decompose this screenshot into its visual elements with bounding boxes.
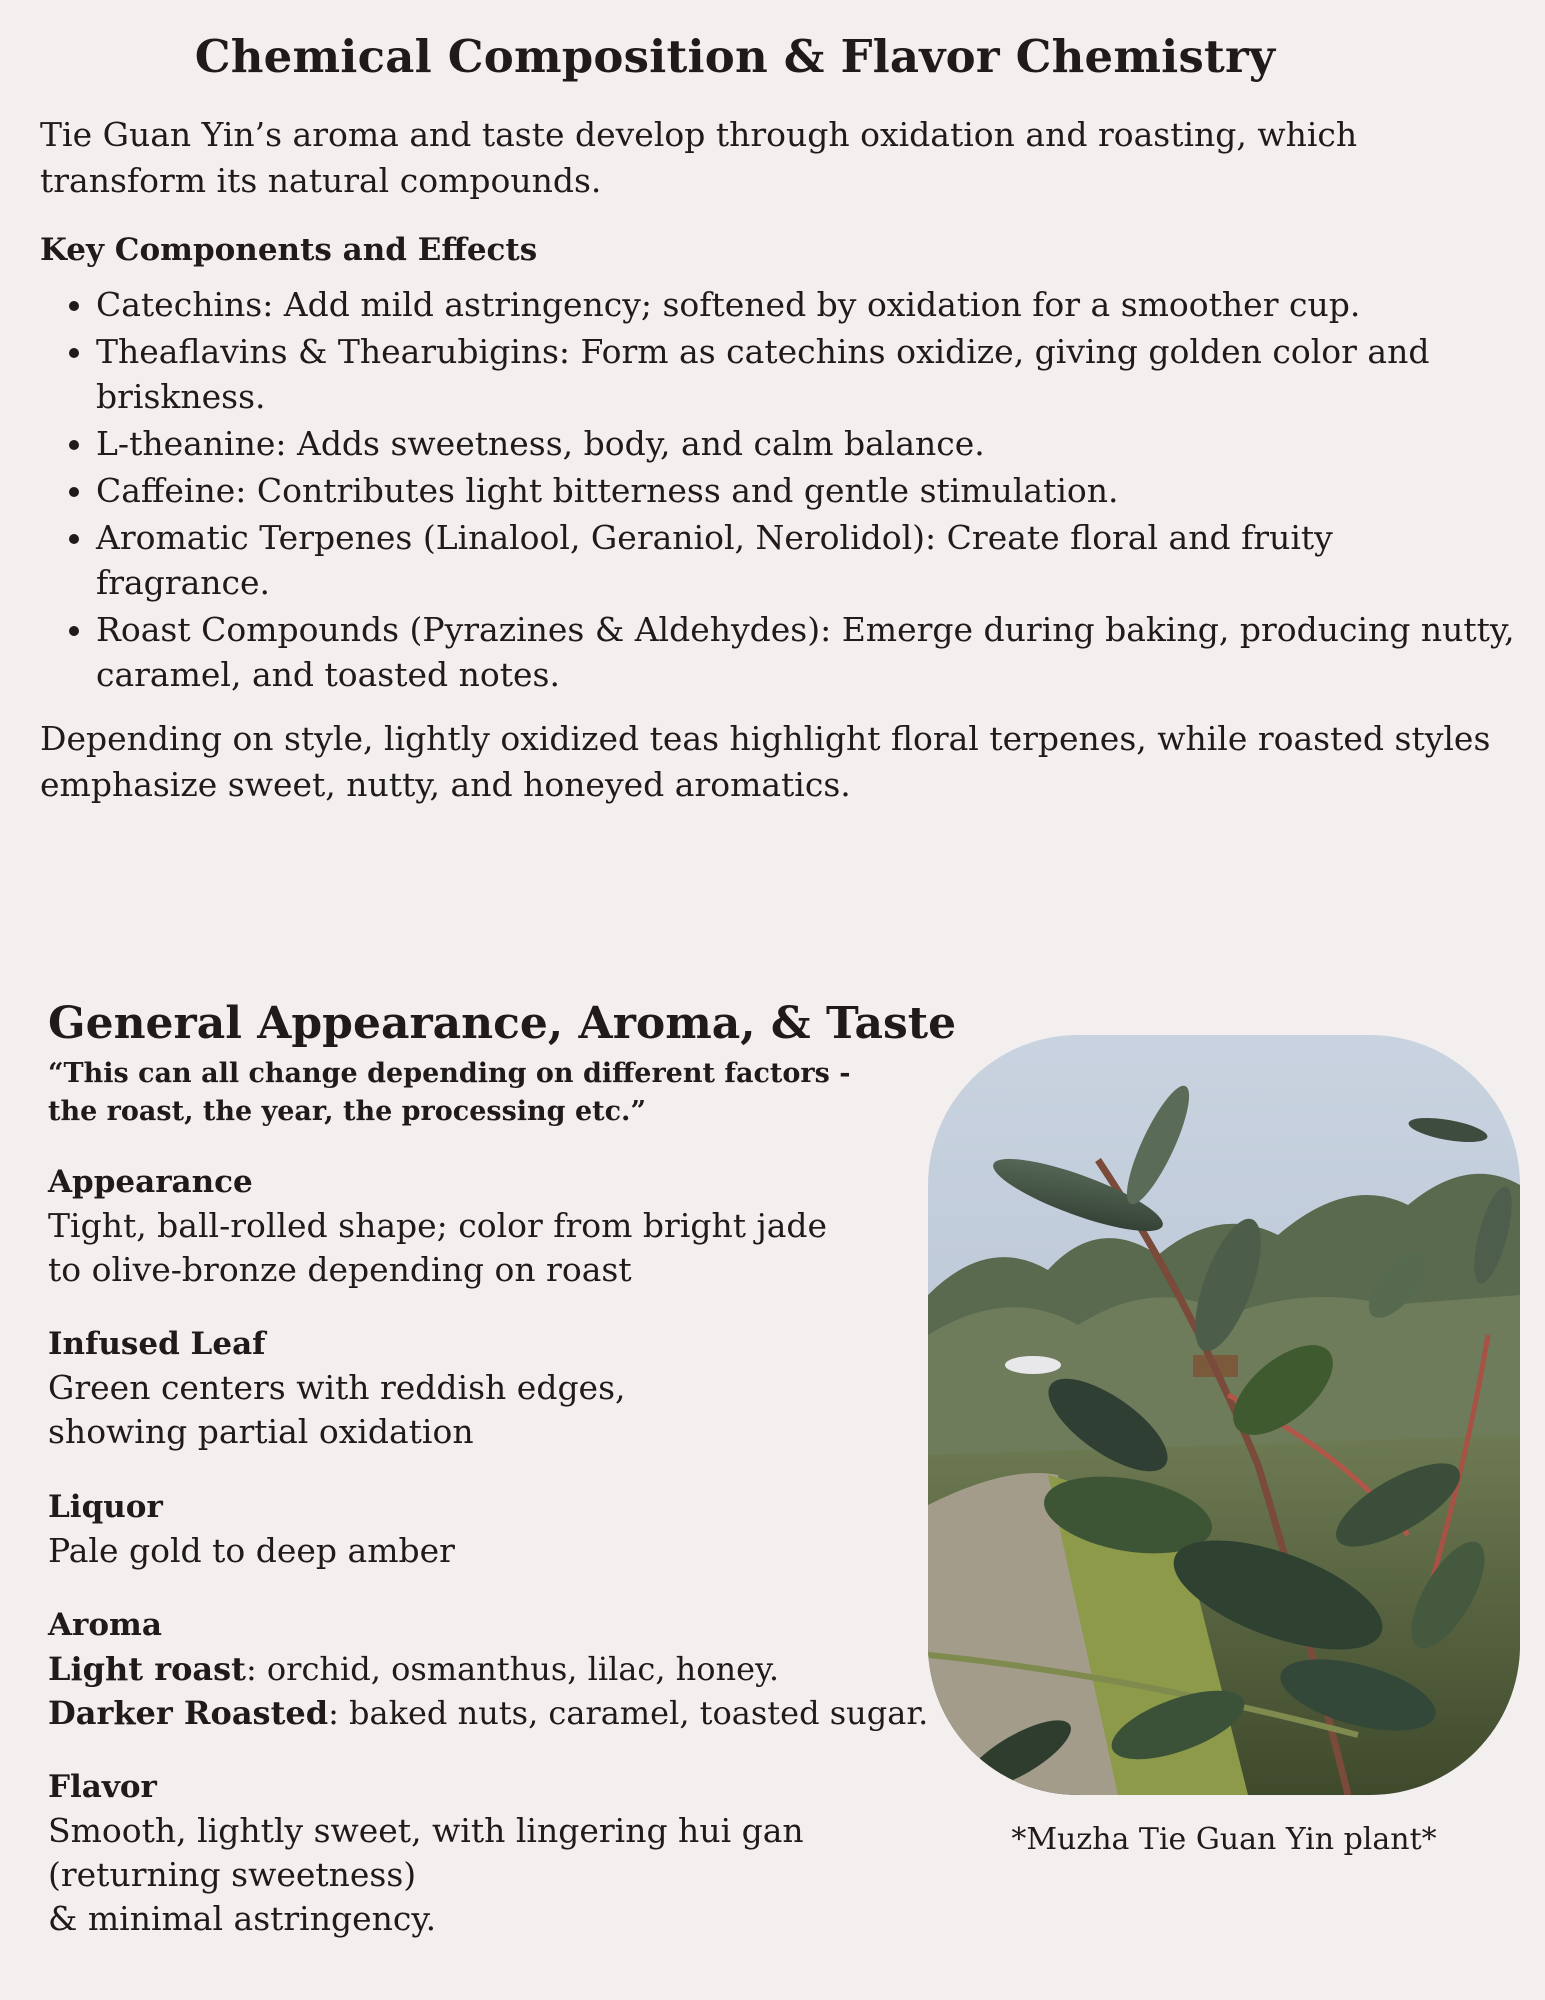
tea-plant-photo xyxy=(928,1035,1520,1795)
photo-caption: *Muzha Tie Guan Yin plant* xyxy=(1011,1822,1437,1857)
flavor-text: Smooth, lightly sweet, with lingering hui gan (returning sweetness) & minimal astringency. xyxy=(48,1811,804,1938)
infused-leaf-text: Green centers with reddish edges, showing partial oxidation xyxy=(48,1368,626,1451)
liquor-text: Pale gold to deep amber xyxy=(48,1531,455,1570)
appearance-text: Tight, ball-rolled shape; color from bright jade to olive-bronze depending on roast xyxy=(48,1206,828,1289)
liquor-block xyxy=(48,1485,948,1573)
profile-title: General Appearance, Aroma, & Taste xyxy=(48,998,957,1049)
infused-leaf-label: Infused Leaf xyxy=(48,1326,266,1362)
list-item: • Caffeine: Contributes light bitterness and gentle stimulation. xyxy=(96,468,1516,513)
aroma-block xyxy=(48,1603,948,1735)
list-item: • Catechins: Add mild astringency; softened by oxidation for a smoother cup. xyxy=(96,282,1516,327)
aroma-light-text: : orchid, osmanthus, lilac, honey. xyxy=(245,1650,780,1688)
aroma-dark-label: Darker Roasted xyxy=(48,1694,329,1732)
aroma-dark-text: : baked nuts, caramel, toasted sugar. xyxy=(328,1694,929,1732)
flavor-label: Flavor xyxy=(48,1769,157,1805)
chemistry-intro: Tie Guan Yin’s aroma and taste develop through oxidation and roasting, which transform its natural compounds. xyxy=(40,115,1358,200)
components-heading: Key Components and Effects xyxy=(40,232,538,268)
profile-quote: “This can all change depending on different factors - the roast, the year, the processing etc.” xyxy=(48,1058,851,1127)
list-item: • L-theanine: Adds sweetness, body, and calm balance. xyxy=(96,421,1516,466)
infused-leaf-block xyxy=(48,1322,948,1454)
aroma-label: Aroma xyxy=(48,1607,162,1643)
list-item: • Theaflavins & Thearubigins: Form as catechins oxidize, giving golden color and briskness. xyxy=(96,329,1516,419)
appearance-label: Appearance xyxy=(48,1164,253,1200)
appearance-block xyxy=(48,1160,948,1292)
components-list xyxy=(40,282,1516,699)
flavor-block xyxy=(48,1765,948,1941)
aroma-dark-line xyxy=(48,1691,948,1735)
chemistry-title: Chemical Composition & Flavor Chemistry xyxy=(194,30,1276,83)
aroma-light-label: Light roast xyxy=(48,1650,246,1688)
list-item: • Roast Compounds (Pyrazines & Aldehydes): Emerge during baking, producing nutty, caramel, and toasted notes. xyxy=(96,607,1516,697)
aroma-light-line xyxy=(48,1647,948,1691)
list-item: • Aromatic Terpenes (Linalool, Geraniol, Nerolidol): Create floral and fruity fragrance. xyxy=(96,515,1516,605)
liquor-label: Liquor xyxy=(48,1489,163,1525)
chemistry-outro: Depending on style, lightly oxidized teas highlight floral terpenes, while roasted styles emphasize sweet, nutty, and honeyed aromatics. xyxy=(40,719,1491,804)
